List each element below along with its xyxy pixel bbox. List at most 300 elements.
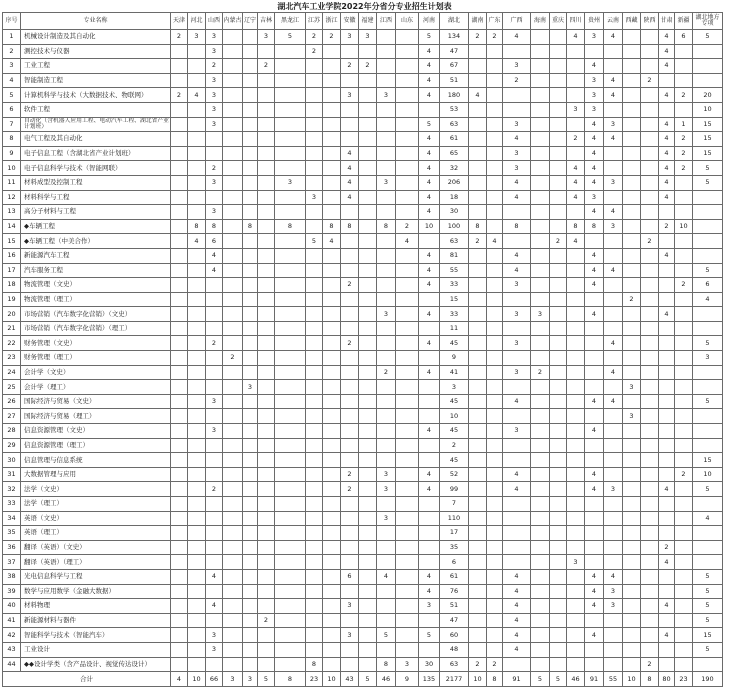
quota-cell bbox=[487, 599, 503, 614]
quota-cell bbox=[171, 278, 188, 293]
quota-cell bbox=[377, 584, 396, 599]
quota-cell bbox=[206, 438, 223, 453]
quota-cell bbox=[469, 132, 487, 147]
quota-cell bbox=[359, 365, 377, 380]
quota-cell: 3 bbox=[604, 584, 623, 599]
quota-cell bbox=[487, 44, 503, 59]
major-name: 法学（文史） bbox=[21, 482, 171, 497]
quota-cell: 4 bbox=[503, 569, 531, 584]
quota-cell bbox=[531, 132, 550, 147]
quota-cell bbox=[359, 540, 377, 555]
quota-cell bbox=[419, 351, 440, 366]
quota-cell bbox=[243, 555, 258, 570]
quota-cell: 35 bbox=[440, 540, 469, 555]
quota-cell: 4 bbox=[585, 117, 604, 132]
quota-cell: 4 bbox=[659, 146, 675, 161]
quota-cell: 3 bbox=[341, 628, 359, 643]
quota-cell bbox=[469, 205, 487, 220]
quota-cell bbox=[359, 321, 377, 336]
quota-cell bbox=[258, 540, 275, 555]
quota-cell bbox=[531, 321, 550, 336]
total-cell: 66 bbox=[206, 672, 223, 687]
quota-cell bbox=[188, 540, 206, 555]
quota-cell bbox=[675, 526, 693, 541]
major-name: 市场营销（汽车数字化营销）（理工） bbox=[21, 321, 171, 336]
quota-cell: 11 bbox=[440, 321, 469, 336]
quota-cell bbox=[623, 497, 641, 512]
quota-cell: 4 bbox=[604, 73, 623, 88]
quota-cell bbox=[641, 336, 659, 351]
quota-cell bbox=[487, 263, 503, 278]
quota-cell: 3 bbox=[206, 44, 223, 59]
quota-cell bbox=[487, 453, 503, 468]
quota-cell bbox=[531, 613, 550, 628]
quota-cell bbox=[567, 540, 585, 555]
quota-cell bbox=[503, 453, 531, 468]
quota-cell bbox=[341, 657, 359, 672]
quota-cell bbox=[323, 248, 341, 263]
quota-cell bbox=[641, 453, 659, 468]
quota-cell bbox=[550, 351, 567, 366]
quota-cell bbox=[550, 146, 567, 161]
quota-cell bbox=[359, 467, 377, 482]
quota-cell: 8 bbox=[306, 657, 323, 672]
quota-cell bbox=[641, 482, 659, 497]
quota-cell bbox=[206, 278, 223, 293]
quota-cell: 2 bbox=[440, 438, 469, 453]
quota-cell bbox=[641, 132, 659, 147]
quota-cell: 4 bbox=[419, 569, 440, 584]
quota-cell bbox=[567, 584, 585, 599]
quota-cell bbox=[623, 628, 641, 643]
quota-cell bbox=[359, 424, 377, 439]
quota-cell bbox=[487, 161, 503, 176]
quota-cell bbox=[693, 409, 723, 424]
quota-cell: 4 bbox=[503, 175, 531, 190]
quota-cell bbox=[223, 365, 243, 380]
quota-cell: 4 bbox=[659, 307, 675, 322]
quota-cell bbox=[377, 599, 396, 614]
quota-cell bbox=[306, 526, 323, 541]
quota-cell bbox=[487, 132, 503, 147]
document-title: 湖北汽车工业学院2022年分省分专业招生计划表 bbox=[277, 2, 452, 11]
quota-cell bbox=[675, 365, 693, 380]
table-row bbox=[3, 248, 723, 263]
quota-cell: 4 bbox=[503, 584, 531, 599]
quota-cell bbox=[675, 190, 693, 205]
quota-cell bbox=[641, 409, 659, 424]
total-cell: 135 bbox=[419, 672, 440, 687]
quota-cell bbox=[306, 161, 323, 176]
quota-cell bbox=[487, 321, 503, 336]
quota-cell bbox=[503, 88, 531, 103]
quota-cell bbox=[469, 102, 487, 117]
quota-cell: 4 bbox=[585, 278, 604, 293]
quota-cell: 2 bbox=[341, 336, 359, 351]
quota-cell bbox=[275, 438, 306, 453]
quota-cell bbox=[396, 30, 419, 45]
quota-cell bbox=[623, 584, 641, 599]
table-row bbox=[3, 569, 723, 584]
quota-cell bbox=[171, 584, 188, 599]
quota-cell bbox=[188, 409, 206, 424]
quota-cell bbox=[306, 453, 323, 468]
table-row bbox=[3, 642, 723, 657]
quota-cell bbox=[306, 102, 323, 117]
quota-cell: 4 bbox=[419, 336, 440, 351]
quota-cell bbox=[323, 351, 341, 366]
quota-cell bbox=[675, 307, 693, 322]
quota-cell bbox=[604, 555, 623, 570]
quota-cell bbox=[469, 307, 487, 322]
quota-cell bbox=[243, 540, 258, 555]
quota-cell bbox=[275, 117, 306, 132]
quota-cell bbox=[531, 642, 550, 657]
quota-cell bbox=[275, 409, 306, 424]
quota-cell: 4 bbox=[419, 365, 440, 380]
quota-cell: 4 bbox=[659, 59, 675, 74]
quota-cell bbox=[550, 59, 567, 74]
major-name: 英语（文史） bbox=[21, 511, 171, 526]
quota-cell: 3 bbox=[206, 628, 223, 643]
quota-cell bbox=[341, 380, 359, 395]
quota-cell bbox=[604, 351, 623, 366]
quota-cell bbox=[693, 365, 723, 380]
quota-cell: 5 bbox=[693, 642, 723, 657]
quota-cell bbox=[396, 44, 419, 59]
quota-cell bbox=[306, 219, 323, 234]
quota-cell bbox=[306, 205, 323, 220]
quota-cell bbox=[675, 351, 693, 366]
row-number: 2 bbox=[3, 44, 21, 59]
quota-cell bbox=[377, 59, 396, 74]
quota-cell: 2 bbox=[341, 278, 359, 293]
quota-cell: 8 bbox=[323, 219, 341, 234]
quota-cell bbox=[641, 394, 659, 409]
quota-cell: 10 bbox=[693, 467, 723, 482]
table-row bbox=[3, 73, 723, 88]
quota-cell bbox=[396, 394, 419, 409]
quota-cell bbox=[567, 278, 585, 293]
quota-cell bbox=[275, 380, 306, 395]
quota-cell bbox=[675, 424, 693, 439]
quota-cell bbox=[503, 526, 531, 541]
header-province: 福建 bbox=[359, 13, 377, 30]
table-row bbox=[3, 424, 723, 439]
quota-cell bbox=[377, 30, 396, 45]
quota-cell bbox=[503, 102, 531, 117]
quota-cell: 4 bbox=[503, 190, 531, 205]
row-number: 29 bbox=[3, 438, 21, 453]
quota-cell: 4 bbox=[585, 248, 604, 263]
quota-cell bbox=[258, 526, 275, 541]
quota-cell: 4 bbox=[206, 263, 223, 278]
quota-cell bbox=[469, 584, 487, 599]
quota-cell: 3 bbox=[377, 175, 396, 190]
quota-cell: 4 bbox=[585, 628, 604, 643]
quota-cell: 47 bbox=[440, 44, 469, 59]
quota-cell bbox=[223, 394, 243, 409]
header-province: 贵州 bbox=[585, 13, 604, 30]
quota-cell bbox=[531, 219, 550, 234]
row-number: 22 bbox=[3, 336, 21, 351]
quota-cell bbox=[550, 321, 567, 336]
quota-cell: 5 bbox=[275, 30, 306, 45]
quota-cell bbox=[419, 438, 440, 453]
quota-cell bbox=[531, 555, 550, 570]
quota-cell bbox=[377, 205, 396, 220]
row-number: 42 bbox=[3, 628, 21, 643]
row-number: 12 bbox=[3, 190, 21, 205]
quota-cell bbox=[469, 365, 487, 380]
quota-cell bbox=[550, 526, 567, 541]
quota-cell bbox=[659, 467, 675, 482]
quota-cell bbox=[359, 146, 377, 161]
quota-cell bbox=[258, 657, 275, 672]
quota-cell bbox=[306, 175, 323, 190]
total-row bbox=[3, 672, 723, 687]
quota-cell bbox=[188, 555, 206, 570]
quota-cell bbox=[623, 30, 641, 45]
quota-cell bbox=[323, 453, 341, 468]
quota-cell bbox=[341, 292, 359, 307]
quota-cell bbox=[171, 526, 188, 541]
quota-cell: 4 bbox=[585, 467, 604, 482]
quota-cell bbox=[675, 453, 693, 468]
quota-cell bbox=[419, 292, 440, 307]
quota-cell bbox=[487, 205, 503, 220]
quota-cell bbox=[585, 44, 604, 59]
quota-cell: 8 bbox=[188, 219, 206, 234]
quota-cell bbox=[675, 642, 693, 657]
quota-cell bbox=[275, 73, 306, 88]
row-number: 14 bbox=[3, 219, 21, 234]
quota-cell bbox=[188, 438, 206, 453]
quota-cell: 4 bbox=[419, 467, 440, 482]
quota-cell bbox=[188, 613, 206, 628]
quota-cell bbox=[306, 59, 323, 74]
quota-cell bbox=[550, 44, 567, 59]
quota-cell: 81 bbox=[440, 248, 469, 263]
quota-cell bbox=[396, 59, 419, 74]
quota-cell bbox=[323, 278, 341, 293]
table-row bbox=[3, 102, 723, 117]
header-province: 河南 bbox=[419, 13, 440, 30]
quota-cell bbox=[550, 219, 567, 234]
major-name: 自动化（含机器人应用工程、电动汽车工程、湖北省产业计划班） bbox=[21, 117, 171, 132]
quota-cell bbox=[641, 540, 659, 555]
quota-cell bbox=[469, 394, 487, 409]
quota-cell bbox=[359, 409, 377, 424]
quota-cell bbox=[171, 409, 188, 424]
quota-cell: 3 bbox=[604, 117, 623, 132]
quota-cell bbox=[641, 175, 659, 190]
quota-cell: 3 bbox=[206, 117, 223, 132]
quota-cell bbox=[243, 132, 258, 147]
quota-cell bbox=[171, 219, 188, 234]
quota-cell bbox=[223, 278, 243, 293]
quota-cell bbox=[171, 321, 188, 336]
quota-cell bbox=[275, 657, 306, 672]
quota-cell: 3 bbox=[377, 88, 396, 103]
quota-cell bbox=[675, 438, 693, 453]
quota-cell bbox=[275, 307, 306, 322]
major-name: 光电信息科学与工程 bbox=[21, 569, 171, 584]
quota-cell bbox=[377, 102, 396, 117]
quota-cell: 4 bbox=[419, 175, 440, 190]
quota-cell bbox=[487, 394, 503, 409]
table-row bbox=[3, 657, 723, 672]
quota-cell bbox=[377, 321, 396, 336]
quota-cell bbox=[469, 73, 487, 88]
quota-cell bbox=[258, 409, 275, 424]
quota-cell bbox=[623, 205, 641, 220]
quota-cell bbox=[275, 263, 306, 278]
quota-cell bbox=[223, 102, 243, 117]
quota-cell bbox=[396, 613, 419, 628]
quota-cell bbox=[567, 642, 585, 657]
quota-cell: 2 bbox=[531, 365, 550, 380]
quota-cell bbox=[567, 467, 585, 482]
table-row bbox=[3, 175, 723, 190]
quota-cell bbox=[675, 321, 693, 336]
quota-cell bbox=[604, 657, 623, 672]
quota-cell bbox=[323, 409, 341, 424]
total-cell: 23 bbox=[306, 672, 323, 687]
quota-cell: 4 bbox=[567, 234, 585, 249]
major-name: 国际经济与贸易（文史） bbox=[21, 394, 171, 409]
quota-cell: 2 bbox=[469, 657, 487, 672]
quota-cell: 45 bbox=[440, 453, 469, 468]
quota-cell bbox=[396, 482, 419, 497]
quota-cell bbox=[641, 380, 659, 395]
quota-cell: 30 bbox=[440, 205, 469, 220]
quota-cell bbox=[377, 526, 396, 541]
quota-cell bbox=[531, 73, 550, 88]
quota-cell bbox=[693, 234, 723, 249]
quota-cell bbox=[419, 102, 440, 117]
quota-cell bbox=[258, 467, 275, 482]
quota-cell: 8 bbox=[206, 219, 223, 234]
quota-cell bbox=[306, 497, 323, 512]
quota-cell bbox=[693, 438, 723, 453]
quota-cell: 4 bbox=[585, 424, 604, 439]
quota-cell bbox=[487, 569, 503, 584]
total-cell: 80 bbox=[659, 672, 675, 687]
quota-cell bbox=[323, 569, 341, 584]
quota-cell bbox=[419, 321, 440, 336]
quota-cell bbox=[675, 234, 693, 249]
quota-cell: 4 bbox=[585, 569, 604, 584]
major-name: 工业设计 bbox=[21, 642, 171, 657]
quota-cell bbox=[258, 321, 275, 336]
major-name: 电子信息工程（含湖北省产业计划班） bbox=[21, 146, 171, 161]
quota-cell bbox=[585, 409, 604, 424]
quota-cell: 4 bbox=[585, 146, 604, 161]
quota-cell bbox=[641, 526, 659, 541]
quota-cell bbox=[323, 190, 341, 205]
quota-cell bbox=[396, 642, 419, 657]
quota-cell bbox=[306, 394, 323, 409]
quota-cell bbox=[258, 365, 275, 380]
total-cell: 43 bbox=[341, 672, 359, 687]
quota-cell bbox=[550, 380, 567, 395]
quota-cell bbox=[223, 555, 243, 570]
quota-cell: 4 bbox=[419, 44, 440, 59]
quota-cell bbox=[359, 613, 377, 628]
quota-cell: 4 bbox=[503, 467, 531, 482]
quota-cell: 4 bbox=[567, 161, 585, 176]
quota-cell: 4 bbox=[585, 394, 604, 409]
quota-cell: 8 bbox=[275, 219, 306, 234]
quota-cell bbox=[359, 102, 377, 117]
table-row bbox=[3, 511, 723, 526]
quota-cell bbox=[243, 526, 258, 541]
quota-cell: 17 bbox=[440, 526, 469, 541]
header-province: 安徽 bbox=[341, 13, 359, 30]
quota-cell: 3 bbox=[503, 117, 531, 132]
quota-cell bbox=[243, 73, 258, 88]
major-name: 机械设计制造及其自动化 bbox=[21, 30, 171, 45]
row-number: 41 bbox=[3, 613, 21, 628]
quota-cell bbox=[306, 263, 323, 278]
quota-cell bbox=[341, 73, 359, 88]
quota-cell bbox=[341, 307, 359, 322]
quota-cell bbox=[487, 117, 503, 132]
quota-cell bbox=[567, 248, 585, 263]
quota-cell bbox=[323, 44, 341, 59]
total-cell: 5 bbox=[258, 672, 275, 687]
quota-cell bbox=[623, 569, 641, 584]
quota-cell bbox=[243, 511, 258, 526]
quota-cell: 3 bbox=[503, 59, 531, 74]
quota-cell: 4 bbox=[503, 394, 531, 409]
quota-cell bbox=[377, 278, 396, 293]
quota-cell bbox=[531, 569, 550, 584]
quota-cell bbox=[567, 599, 585, 614]
quota-cell bbox=[258, 175, 275, 190]
quota-cell bbox=[171, 394, 188, 409]
quota-cell bbox=[503, 351, 531, 366]
quota-cell: 3 bbox=[359, 30, 377, 45]
quota-cell: 4 bbox=[419, 132, 440, 147]
quota-cell: 4 bbox=[377, 569, 396, 584]
quota-cell bbox=[419, 497, 440, 512]
quota-cell bbox=[306, 307, 323, 322]
total-cell: 5 bbox=[359, 672, 377, 687]
major-name: ◆车辆工程 bbox=[21, 219, 171, 234]
quota-cell bbox=[188, 380, 206, 395]
quota-cell bbox=[323, 205, 341, 220]
quota-cell: 4 bbox=[419, 248, 440, 263]
quota-cell bbox=[341, 642, 359, 657]
quota-cell bbox=[341, 409, 359, 424]
total-cell: 10 bbox=[323, 672, 341, 687]
quota-cell bbox=[623, 642, 641, 657]
quota-cell bbox=[306, 642, 323, 657]
quota-cell bbox=[531, 88, 550, 103]
quota-cell bbox=[377, 336, 396, 351]
quota-cell bbox=[243, 394, 258, 409]
quota-cell bbox=[323, 511, 341, 526]
quota-cell bbox=[659, 102, 675, 117]
quota-cell: 4 bbox=[585, 599, 604, 614]
quota-cell bbox=[171, 555, 188, 570]
quota-cell bbox=[693, 526, 723, 541]
table-row bbox=[3, 365, 723, 380]
quota-cell bbox=[604, 248, 623, 263]
major-name: 信息管理与信息系统 bbox=[21, 453, 171, 468]
